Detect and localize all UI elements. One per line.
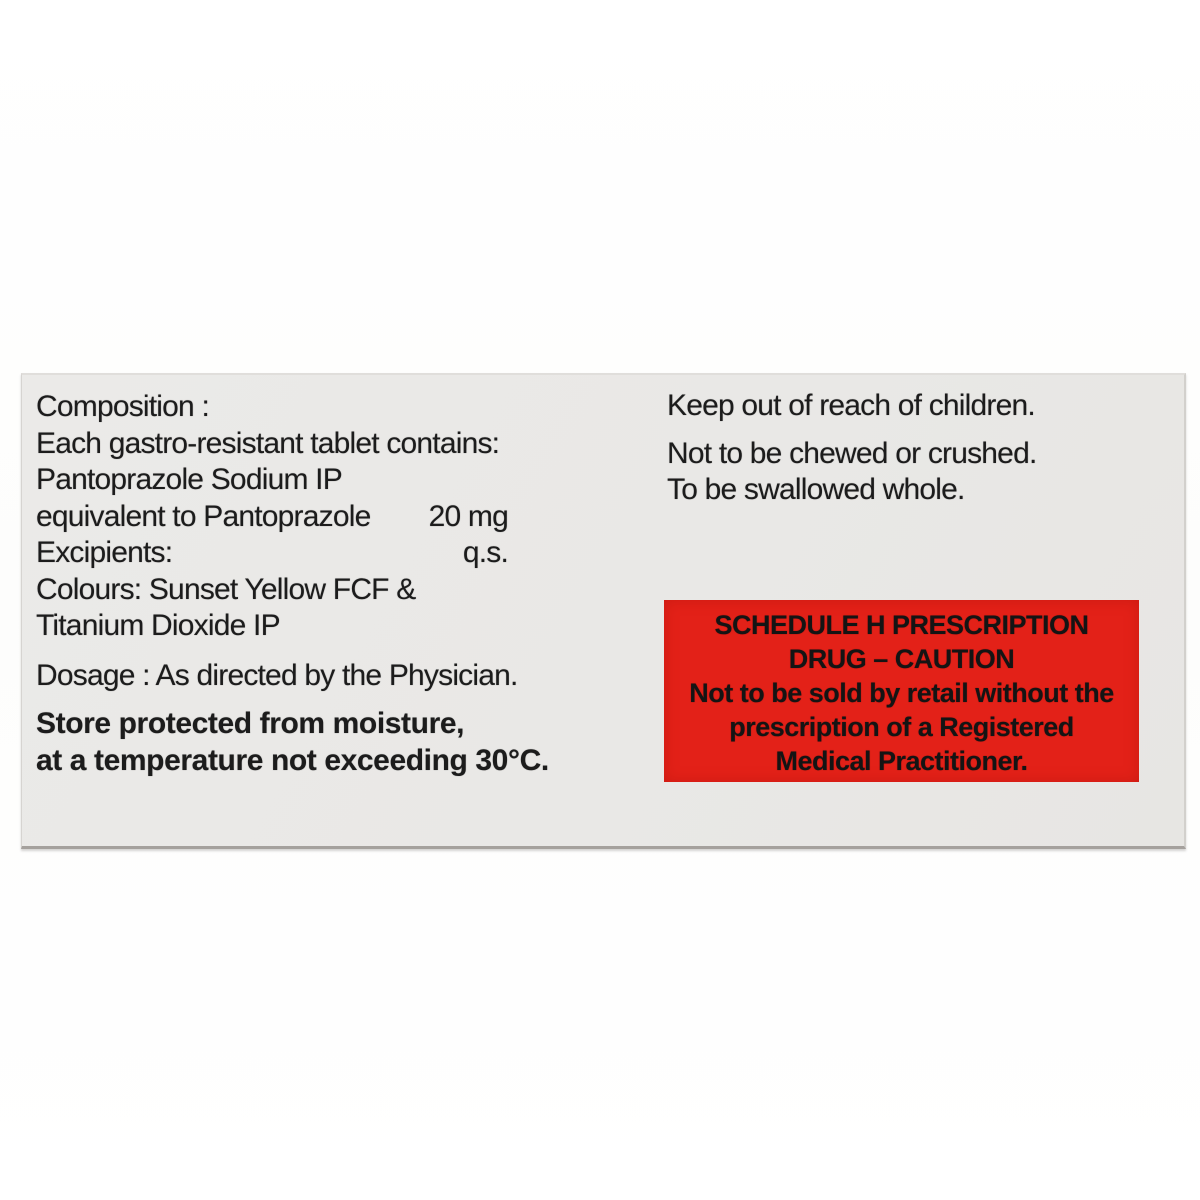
excipients-value: q.s. bbox=[462, 536, 508, 569]
schedule-h-caution-box bbox=[664, 600, 1139, 782]
caution-line-2: DRUG – CAUTION bbox=[788, 644, 1015, 674]
colours-line-1: Colours: Sunset Yellow FCF & bbox=[36, 572, 416, 606]
warning-swallowed-whole: To be swallowed whole. bbox=[667, 473, 965, 506]
storage-note bbox=[36, 706, 549, 779]
warning-not-chewed-crushed: Not to be chewed or crushed. bbox=[667, 436, 1037, 470]
caution-line-1: SCHEDULE H PRESCRIPTION bbox=[714, 610, 1089, 640]
composition-heading: Composition : bbox=[36, 390, 210, 423]
composition-intro: Each gastro-resistant tablet contains: bbox=[36, 426, 500, 460]
dosage-line: Dosage : As directed by the Physician. bbox=[36, 658, 518, 692]
warning-keep-out-of-reach: Keep out of reach of children. bbox=[667, 389, 1035, 422]
excipients-line bbox=[36, 535, 508, 572]
storage-note-line-1: Store protected from moisture, bbox=[36, 707, 465, 740]
ingredient-equivalent-line bbox=[36, 499, 508, 536]
caution-line-5: Medical Practitioner. bbox=[775, 746, 1028, 776]
composition-section bbox=[36, 389, 549, 779]
storage-note-line-2: at a temperature not exceeding 30°C. bbox=[36, 743, 549, 777]
caution-line-4: prescription of a Registered bbox=[729, 712, 1074, 742]
caution-line-3: Not to be sold by retail without the bbox=[689, 678, 1114, 708]
excipients-label: Excipients: bbox=[36, 536, 173, 569]
ingredient-name: Pantoprazole Sodium IP bbox=[36, 463, 342, 496]
warnings-section bbox=[667, 388, 1137, 509]
ingredient-strength-value: 20 mg bbox=[428, 499, 508, 533]
ingredient-equivalent-label: equivalent to Pantoprazole bbox=[36, 499, 371, 533]
colours-line-2: Titanium Dioxide IP bbox=[36, 609, 280, 642]
carton-back-panel bbox=[21, 373, 1186, 849]
